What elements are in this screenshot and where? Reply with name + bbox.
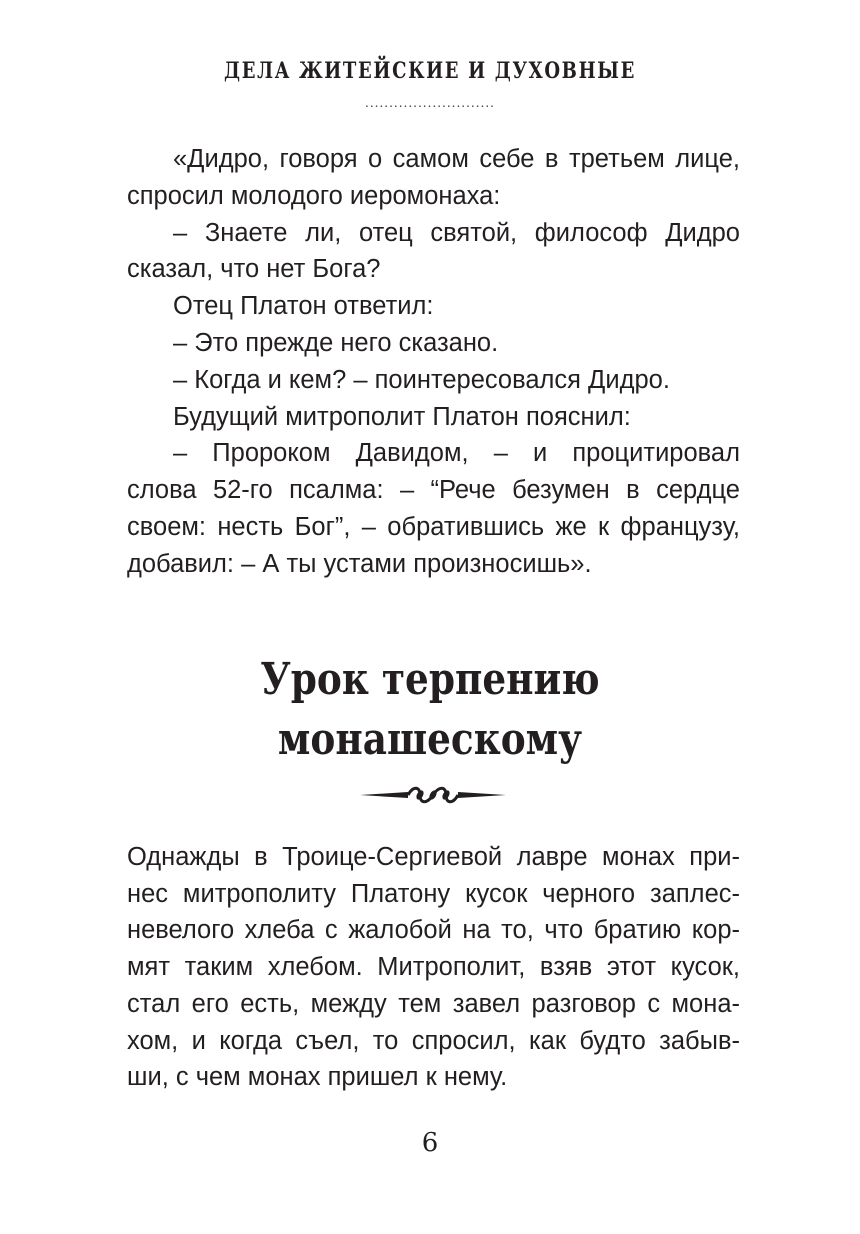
text-line: – Когда и кем? – поинтересовался Дидро. <box>173 365 670 394</box>
page-number: 6 <box>421 1128 439 1158</box>
ornament-divider-icon <box>358 782 508 808</box>
text-line: стал его есть, между тем завел разговор с мона- <box>127 989 740 1018</box>
text-line: сказал, что нет Бога? <box>127 255 381 284</box>
header-dotted-rule: ........................... <box>365 96 495 110</box>
text-line: мят таким хлебом. Митрополит, взяв этот кусок, <box>127 953 740 982</box>
text-line: – Это прежде него сказано. <box>173 329 499 357</box>
text-line: Отец Платон ответил: <box>173 292 434 321</box>
text-line: своем: несть Бог”, – обратившись же к французу, <box>127 513 740 541</box>
text-line: невелого хлеба с жалобой на то, что братию кор- <box>127 916 740 945</box>
chapter-title-line-1: Урок терпению <box>260 654 600 705</box>
text-line: ши, с чем монах пришел к нему. <box>127 1063 508 1092</box>
text-line: «Дидро, говоря о самом себе в третьем лице, <box>173 145 740 173</box>
text-line: – Знаете ли, отец святой, философ Дидро <box>173 218 740 247</box>
text-line: нес митрополиту Платону кусок черного заплес- <box>127 879 740 908</box>
text-line: Однажды в Троице-Сергиевой лавре монах при- <box>127 843 740 871</box>
chapter-title-line-2: монашескому <box>277 714 583 765</box>
text-line: Будущий митрополит Платон пояснил: <box>173 402 631 431</box>
text-line: слова 52-го псалма: – “Рече безумен в сердце <box>127 476 740 505</box>
text-line: спросил молодого иеромонаха: <box>127 181 501 210</box>
running-header: ДЕЛА ЖИТЕЙСКИЕ И ДУХОВНЫЕ <box>224 58 636 84</box>
text-line: добавил: – А ты устами произносишь». <box>127 549 592 578</box>
text-line: – Пророком Давидом, – и процитировал <box>173 439 740 468</box>
text-line: хом, и когда съел, то спросил, как будто забыв- <box>127 1026 740 1055</box>
